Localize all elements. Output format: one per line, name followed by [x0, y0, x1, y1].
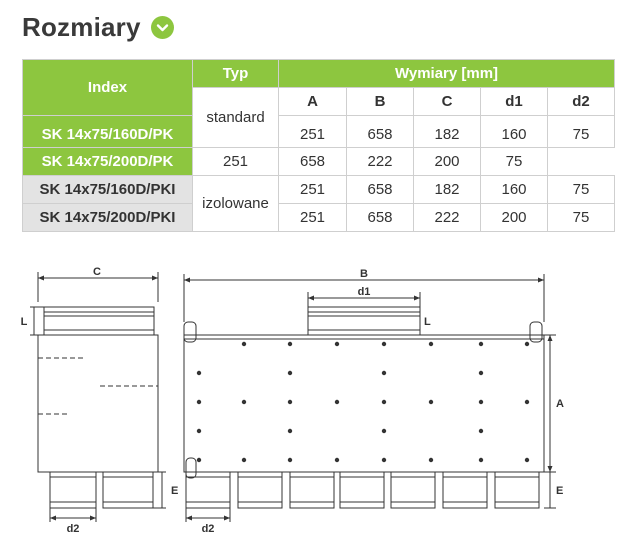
rivet: [335, 342, 339, 346]
index-cell: SK 14x75/200D/PK: [23, 148, 193, 176]
dimensions-table: [22, 59, 615, 232]
dimensions-header: Wymiary [mm]: [279, 60, 615, 88]
rivet: [479, 429, 483, 433]
spigot: [340, 472, 384, 508]
rivet: [197, 400, 201, 404]
section-heading: [22, 12, 174, 43]
value-a: 251: [193, 148, 279, 176]
col-header-c: C: [414, 88, 481, 116]
type-cell-standard: standard: [193, 88, 279, 148]
spigot: [290, 472, 334, 508]
rivet: [288, 429, 292, 433]
dim-label-b: B: [360, 268, 368, 280]
table-row: [23, 148, 615, 176]
col-header-d1: d1: [481, 88, 548, 116]
rivet: [525, 342, 529, 346]
rivet: [242, 342, 246, 346]
dim-label-l: L: [20, 316, 28, 328]
spigot: [238, 472, 282, 508]
side-view: [21, 266, 179, 535]
dim-label-e: E: [171, 485, 179, 497]
rivet: [382, 371, 386, 375]
rivet: [288, 400, 292, 404]
value-d2: 75: [481, 148, 548, 176]
table-header-row: [23, 60, 615, 88]
value-c: 222: [347, 148, 414, 176]
rivet: [382, 458, 386, 462]
spigot: [495, 472, 539, 508]
rivet: [197, 429, 201, 433]
rivet: [288, 371, 292, 375]
bottom-spigots: [186, 472, 539, 508]
page-title: Rozmiary: [22, 12, 141, 42]
rivet: [242, 400, 246, 404]
value-d1: 200: [414, 148, 481, 176]
value-d2: 75: [548, 176, 615, 204]
dim-label-l-front: L: [424, 316, 431, 328]
value-d1: 160: [481, 176, 548, 204]
rivet: [242, 458, 246, 462]
rivet: [479, 400, 483, 404]
value-d1: 160: [481, 116, 548, 148]
rivet: [197, 371, 201, 375]
col-header-b: B: [347, 88, 414, 116]
rivet: [525, 400, 529, 404]
dim-label-d1: d1: [357, 286, 371, 298]
front-view: [184, 268, 564, 535]
rivet: [335, 458, 339, 462]
value-c: 182: [414, 116, 481, 148]
value-b: 658: [347, 176, 414, 204]
technical-drawing: [0, 262, 639, 541]
type-cell-izolowane: izolowane: [193, 176, 279, 232]
rivet: [429, 342, 433, 346]
dim-label-e-front: E: [556, 485, 564, 497]
value-d1: 200: [481, 204, 548, 232]
spigot: [391, 472, 435, 508]
rivet: [382, 342, 386, 346]
rivet: [382, 429, 386, 433]
spigot: [186, 472, 230, 508]
index-cell: SK 14x75/200D/PKI: [23, 204, 193, 232]
dim-label-c: C: [93, 266, 101, 278]
value-c: 182: [414, 176, 481, 204]
rivet: [288, 458, 292, 462]
value-c: 222: [414, 204, 481, 232]
type-header: Typ: [193, 60, 279, 88]
index-header: Index: [23, 60, 193, 116]
rivet: [335, 400, 339, 404]
dim-label-a: A: [556, 398, 564, 410]
table-row: [23, 176, 615, 204]
value-a: 251: [279, 176, 347, 204]
rivet: [479, 458, 483, 462]
value-b: 658: [347, 204, 414, 232]
value-b: 658: [347, 116, 414, 148]
value-a: 251: [279, 204, 347, 232]
index-cell: SK 14x75/160D/PK: [23, 116, 193, 148]
rivet: [382, 400, 386, 404]
rivet: [479, 371, 483, 375]
dim-label-d2: d2: [66, 523, 80, 535]
rivet: [288, 342, 292, 346]
spigot: [443, 472, 487, 508]
rivet-dots: [197, 342, 529, 462]
rivet: [197, 458, 201, 462]
index-cell: SK 14x75/160D/PKI: [23, 176, 193, 204]
dim-label-d2-front: d2: [201, 523, 215, 535]
value-b: 658: [279, 148, 347, 176]
rivet: [525, 458, 529, 462]
rivet: [429, 458, 433, 462]
col-header-d2: d2: [548, 88, 615, 116]
chevron-down-icon[interactable]: [151, 16, 174, 39]
value-d2: 75: [548, 204, 615, 232]
value-a: 251: [279, 116, 347, 148]
rivet: [429, 400, 433, 404]
value-d2: 75: [548, 116, 615, 148]
rivet: [479, 342, 483, 346]
col-header-a: A: [279, 88, 347, 116]
table-row: [23, 204, 615, 232]
